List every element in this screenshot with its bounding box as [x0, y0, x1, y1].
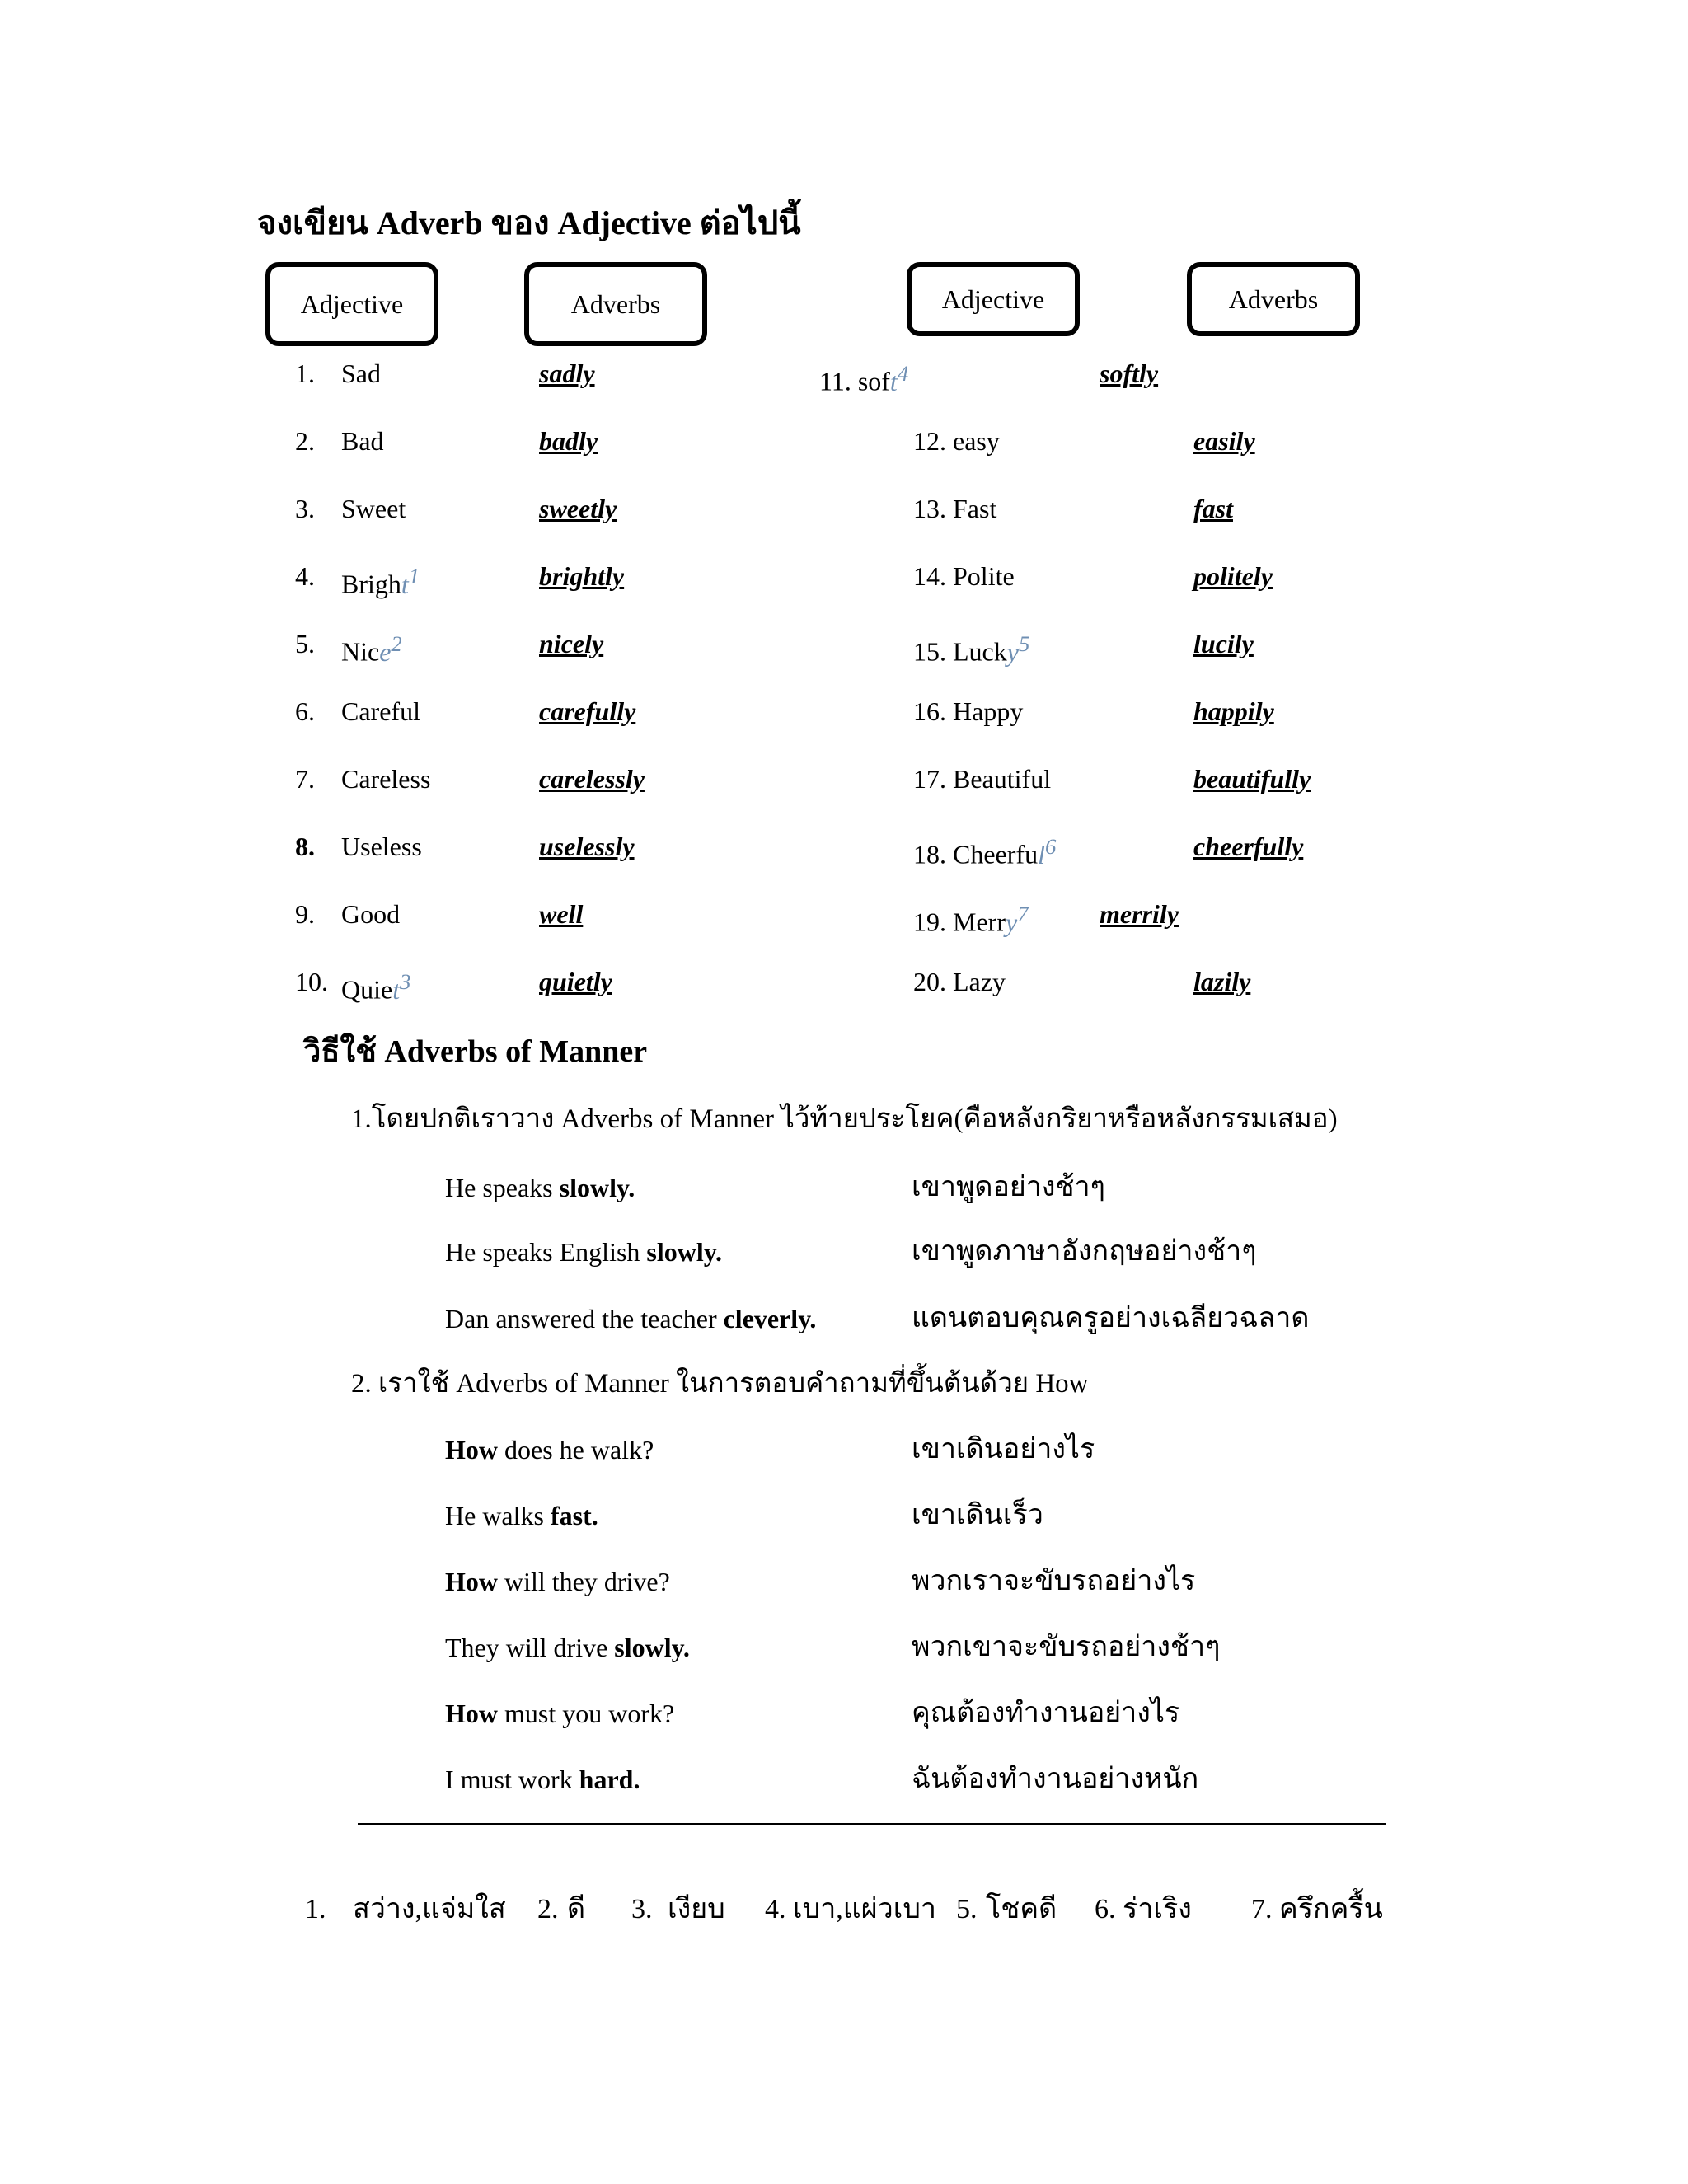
- adjective-word: [341, 692, 420, 730]
- sentence-text: Dan answered the teacher: [445, 1304, 724, 1333]
- example-sentence: [445, 1495, 598, 1536]
- adverb-answer: beautifully: [1193, 764, 1311, 794]
- footnote-ref: 3: [400, 969, 411, 994]
- item-number: 7.: [295, 764, 315, 794]
- adjective-text: 15. Luck: [913, 636, 1007, 667]
- item-number: 5.: [295, 629, 315, 658]
- example-sentence: [445, 1627, 690, 1668]
- adjective-word: [341, 895, 400, 933]
- adjective-text: Quie: [341, 974, 393, 1005]
- adjective-text: Good: [341, 899, 401, 929]
- sentence-keyword: How: [445, 1435, 498, 1465]
- adjective-word: [341, 490, 406, 527]
- adjective-word: [913, 895, 1029, 941]
- thai-translation: เขาเดินเร็ว: [912, 1500, 1043, 1530]
- header-label: Adjective: [300, 288, 404, 319]
- item-number: 8.: [295, 832, 315, 861]
- thai-translation: พวกเขาจะขับรถอย่างช้าๆ: [912, 1632, 1221, 1662]
- handwritten-mark: t: [889, 366, 898, 396]
- adjective-text: Sweet: [341, 494, 406, 523]
- sentence-keyword: slowly.: [559, 1173, 635, 1202]
- adverb-answer: cheerfully: [1193, 832, 1304, 861]
- example-sentence: [445, 1693, 674, 1734]
- header-adjective-right: [907, 262, 1080, 336]
- adjective-text: 16. Happy: [913, 696, 1024, 726]
- footnote-number: 4.: [765, 1894, 786, 1924]
- footnote-meaning: ร่าเริง: [1123, 1894, 1192, 1924]
- adjective-text: 17. Beautiful: [913, 764, 1052, 794]
- adjective-word: [913, 692, 1023, 730]
- thai-translation: ฉันต้องทำงานอย่างหนัก: [912, 1764, 1199, 1794]
- adverb-answer: fast: [1193, 494, 1233, 523]
- footnote-ref: 4: [897, 361, 909, 386]
- handwritten-mark: y: [1006, 636, 1019, 667]
- adjective-word: [913, 557, 1015, 595]
- item-number: 6.: [295, 696, 315, 726]
- adjective-word: [341, 354, 381, 392]
- adverb-answer: uselessly: [539, 832, 635, 861]
- thai-translation: พวกเราจะขับรถอย่างไร: [912, 1566, 1196, 1596]
- footnote-ref: 1: [408, 564, 420, 588]
- adjective-text: 14. Polite: [913, 561, 1015, 591]
- example-sentence: [445, 1561, 670, 1602]
- header-adverbs-left: [524, 262, 707, 346]
- adjective-word: [341, 963, 410, 1009]
- adverb-answer: badly: [539, 426, 598, 456]
- header-adjective-left: [265, 262, 438, 346]
- sentence-text: He speaks English: [445, 1237, 647, 1267]
- adverb-answer: nicely: [539, 629, 604, 658]
- sentence-keyword: How: [445, 1567, 498, 1596]
- thai-translation: เขาเดินอย่างไร: [912, 1434, 1095, 1465]
- example-sentence: [445, 1298, 816, 1339]
- footnote-meaning: ดี: [567, 1894, 586, 1924]
- sentence-text: They will drive: [445, 1633, 615, 1662]
- adjective-text: 20. Lazy: [913, 967, 1006, 996]
- handwritten-mark: t: [392, 974, 401, 1005]
- handwritten-mark: y: [1005, 907, 1018, 937]
- adverb-answer: softly: [1100, 359, 1159, 388]
- footnote-number: 1.: [305, 1894, 326, 1924]
- footnote-divider: [358, 1823, 1386, 1825]
- adjective-word: [341, 760, 430, 798]
- adjective-word: [913, 625, 1029, 671]
- item-number: 1.: [295, 359, 315, 388]
- adjective-word: [913, 490, 996, 527]
- sentence-text: will they drive?: [498, 1567, 670, 1596]
- sentence-text: I must work: [445, 1765, 579, 1794]
- footnote-meaning: เงียบ: [668, 1894, 725, 1924]
- adverb-answer: sadly: [539, 359, 595, 388]
- adverb-answer: lazily: [1193, 967, 1251, 996]
- sentence-keyword: slowly.: [614, 1633, 690, 1662]
- footnote-ref: 5: [1018, 631, 1030, 656]
- adjective-word: [341, 422, 384, 460]
- footnote-number: 5.: [956, 1894, 978, 1924]
- item-number: 4.: [295, 561, 315, 591]
- thai-translation: คุณต้องทำงานอย่างไร: [912, 1698, 1180, 1728]
- footnote-ref: 2: [391, 631, 402, 656]
- adjective-word: [341, 625, 402, 671]
- adjective-text: Useless: [341, 832, 422, 861]
- thai-translation: เขาพูดภาษาอังกฤษอย่างช้าๆ: [912, 1236, 1257, 1267]
- sentence-keyword: hard.: [579, 1765, 640, 1794]
- adjective-text: Careful: [341, 696, 420, 726]
- adverb-answer: carefully: [539, 696, 636, 726]
- adjective-word: [913, 422, 1000, 460]
- adjective-word: [913, 827, 1056, 874]
- page-title: จงเขียน Adverb ของ Adjective ต่อไปนี้: [257, 204, 801, 241]
- footnote-number: 6.: [1095, 1894, 1116, 1924]
- footnote-meaning: เบา,แผ่วเบา: [793, 1894, 937, 1924]
- footnote-meaning: โชคดี: [986, 1894, 1057, 1924]
- adverb-answer: sweetly: [539, 494, 617, 523]
- rule-1: 1.โดยปกติเราวาง Adverbs of Manner ไว้ท้ายประโยค(คือหลังกริยาหรือหลังกรรมเสมอ): [351, 1104, 1338, 1134]
- footnote-meaning: ครึกครื้น: [1279, 1894, 1383, 1924]
- example-sentence: [445, 1429, 654, 1470]
- adverb-answer: happily: [1193, 696, 1274, 726]
- adjective-text: Brigh: [341, 569, 401, 599]
- sentence-keyword: slowly.: [646, 1237, 722, 1267]
- handwritten-mark: e: [379, 636, 392, 667]
- sentence-keyword: How: [445, 1699, 498, 1728]
- adjective-text: 19. Merr: [913, 907, 1006, 937]
- adjective-text: Nic: [341, 636, 380, 667]
- item-number: 9.: [295, 899, 315, 929]
- item-number: 2.: [295, 426, 315, 456]
- sentence-keyword: fast.: [550, 1501, 598, 1530]
- handwritten-mark: l: [1038, 839, 1045, 869]
- example-sentence: [445, 1759, 640, 1800]
- adjective-word: [341, 827, 422, 865]
- thai-translation: แดนตอบคุณครูอย่างเฉลียวฉลาด: [912, 1303, 1310, 1333]
- adjective-text: 13. Fast: [913, 494, 997, 523]
- header-label: Adverbs: [1228, 284, 1319, 314]
- footnote-number: 3.: [631, 1894, 653, 1924]
- section-title: วิธีใช้ Adverbs of Manner: [303, 1034, 648, 1069]
- adverb-answer: brightly: [539, 561, 625, 591]
- adjective-word: [819, 354, 908, 401]
- adjective-word: [341, 557, 420, 603]
- footnote-number: 2.: [537, 1894, 559, 1924]
- adverb-answer: politely: [1193, 561, 1273, 591]
- adverb-answer: quietly: [539, 967, 612, 996]
- item-number: 3.: [295, 494, 315, 523]
- example-sentence: [445, 1231, 722, 1272]
- item-number: 10.: [295, 967, 328, 996]
- header-label: Adjective: [941, 284, 1045, 314]
- adjective-text: 11. sof: [819, 366, 890, 396]
- footnote-number: 7.: [1251, 1894, 1273, 1924]
- adverb-answer: lucily: [1193, 629, 1254, 658]
- sentence-text: must you work?: [498, 1699, 675, 1728]
- adjective-text: Careless: [341, 764, 431, 794]
- adjective-text: Bad: [341, 426, 384, 456]
- thai-translation: เขาพูดอย่างช้าๆ: [912, 1172, 1105, 1202]
- sentence-keyword: cleverly.: [723, 1304, 817, 1333]
- adjective-text: 12. easy: [913, 426, 1000, 456]
- adjective-word: [913, 963, 1006, 1001]
- rule-2: 2. เราใช้ Adverbs of Manner ในการตอบคำถามที่ขึ้นต้นด้วย How: [351, 1369, 1089, 1399]
- sentence-text: He walks: [445, 1501, 551, 1530]
- adverb-answer: easily: [1193, 426, 1255, 456]
- example-sentence: [445, 1167, 635, 1208]
- sentence-text: does he walk?: [498, 1435, 654, 1465]
- adjective-word: [913, 760, 1051, 798]
- adjective-text: 18. Cheerfu: [913, 839, 1039, 869]
- adverb-answer: merrily: [1100, 899, 1179, 929]
- footnote-meaning: สว่าง,แจ่มใส: [353, 1894, 506, 1924]
- adverb-answer: well: [539, 899, 584, 929]
- sentence-text: He speaks: [445, 1173, 560, 1202]
- handwritten-mark: t: [401, 569, 409, 599]
- footnote-ref: 7: [1017, 902, 1029, 926]
- header-adverbs-right: [1187, 262, 1360, 336]
- footnote-ref: 6: [1044, 834, 1057, 859]
- adjective-text: Sad: [341, 359, 381, 388]
- adverb-answer: carelessly: [539, 764, 645, 794]
- header-label: Adverbs: [570, 288, 661, 319]
